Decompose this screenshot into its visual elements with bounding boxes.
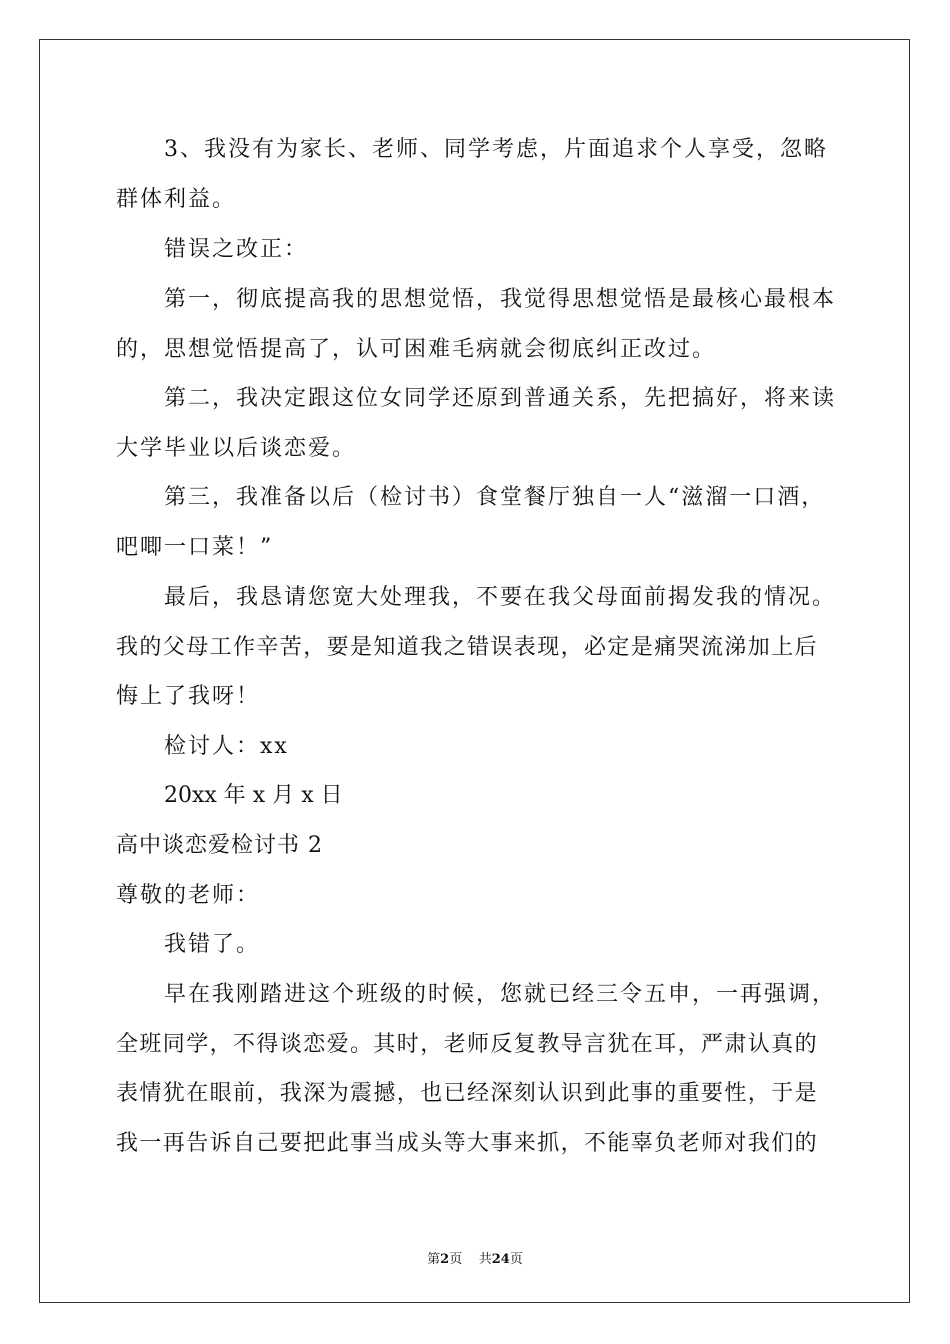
signature-line: 检讨人：xx: [164, 734, 289, 759]
paragraph-line: 第一，彻底提高我的思想觉悟，我觉得思想觉悟是最核心最根本: [164, 287, 837, 312]
paragraph-line: 表情犹在眼前，我深为震撼，也已经深刻认识到此事的重要性，于是: [116, 1081, 819, 1106]
paragraph-line: 3、我没有为家长、老师、同学考虑，片面追求个人享受，忽略: [164, 137, 828, 162]
section-heading: 错误之改正：: [164, 237, 309, 262]
total-pages-label: 共24页: [478, 1252, 523, 1267]
paragraph-line: 全班同学，不得谈恋爱。其时，老师反复教导言犹在耳，严肃认真的: [116, 1032, 819, 1057]
paragraph-line: 群体利益。: [116, 187, 237, 212]
paragraph-line: 吧唧一口菜！”: [116, 535, 274, 560]
paragraph-line: 最后，我恳请您宽大处理我，不要在我父母面前揭发我的情况。: [164, 585, 837, 610]
paragraph-line: 大学毕业以后谈恋爱。: [116, 436, 357, 461]
paragraph-line: 我一再告诉自己要把此事当成头等大事来抓，不能辜负老师对我们的: [116, 1131, 819, 1156]
paragraph-line: 第三，我准备以后（检讨书）食堂餐厅独自一人“滋溜一口酒，: [164, 485, 826, 510]
salutation: 尊敬的老师：: [116, 883, 261, 908]
paragraph-line: 第二，我决定跟这位女同学还原到普通关系，先把搞好，将来读: [164, 386, 837, 411]
page-label: 第2页: [427, 1252, 463, 1267]
paragraph-line: 悔上了我呀！: [116, 684, 261, 709]
paragraph-line: 早在我刚踏进这个班级的时候，您就已经三令五申，一再强调，: [164, 982, 837, 1007]
paragraph-line: 的，思想觉悟提高了，认可困难毛病就会彻底纠正改过。: [116, 337, 717, 362]
paragraph-line: 我错了。: [164, 932, 261, 957]
document-title: 高中谈恋爱检讨书 2: [116, 833, 323, 858]
date-line: 20xx 年 x 月 x 日: [164, 783, 343, 808]
page-border: [39, 39, 910, 1303]
page-footer: [0, 1248, 950, 1267]
paragraph-line: 我的父母工作辛苦，要是知道我之错误表现，必定是痛哭流涕加上后: [116, 635, 819, 660]
